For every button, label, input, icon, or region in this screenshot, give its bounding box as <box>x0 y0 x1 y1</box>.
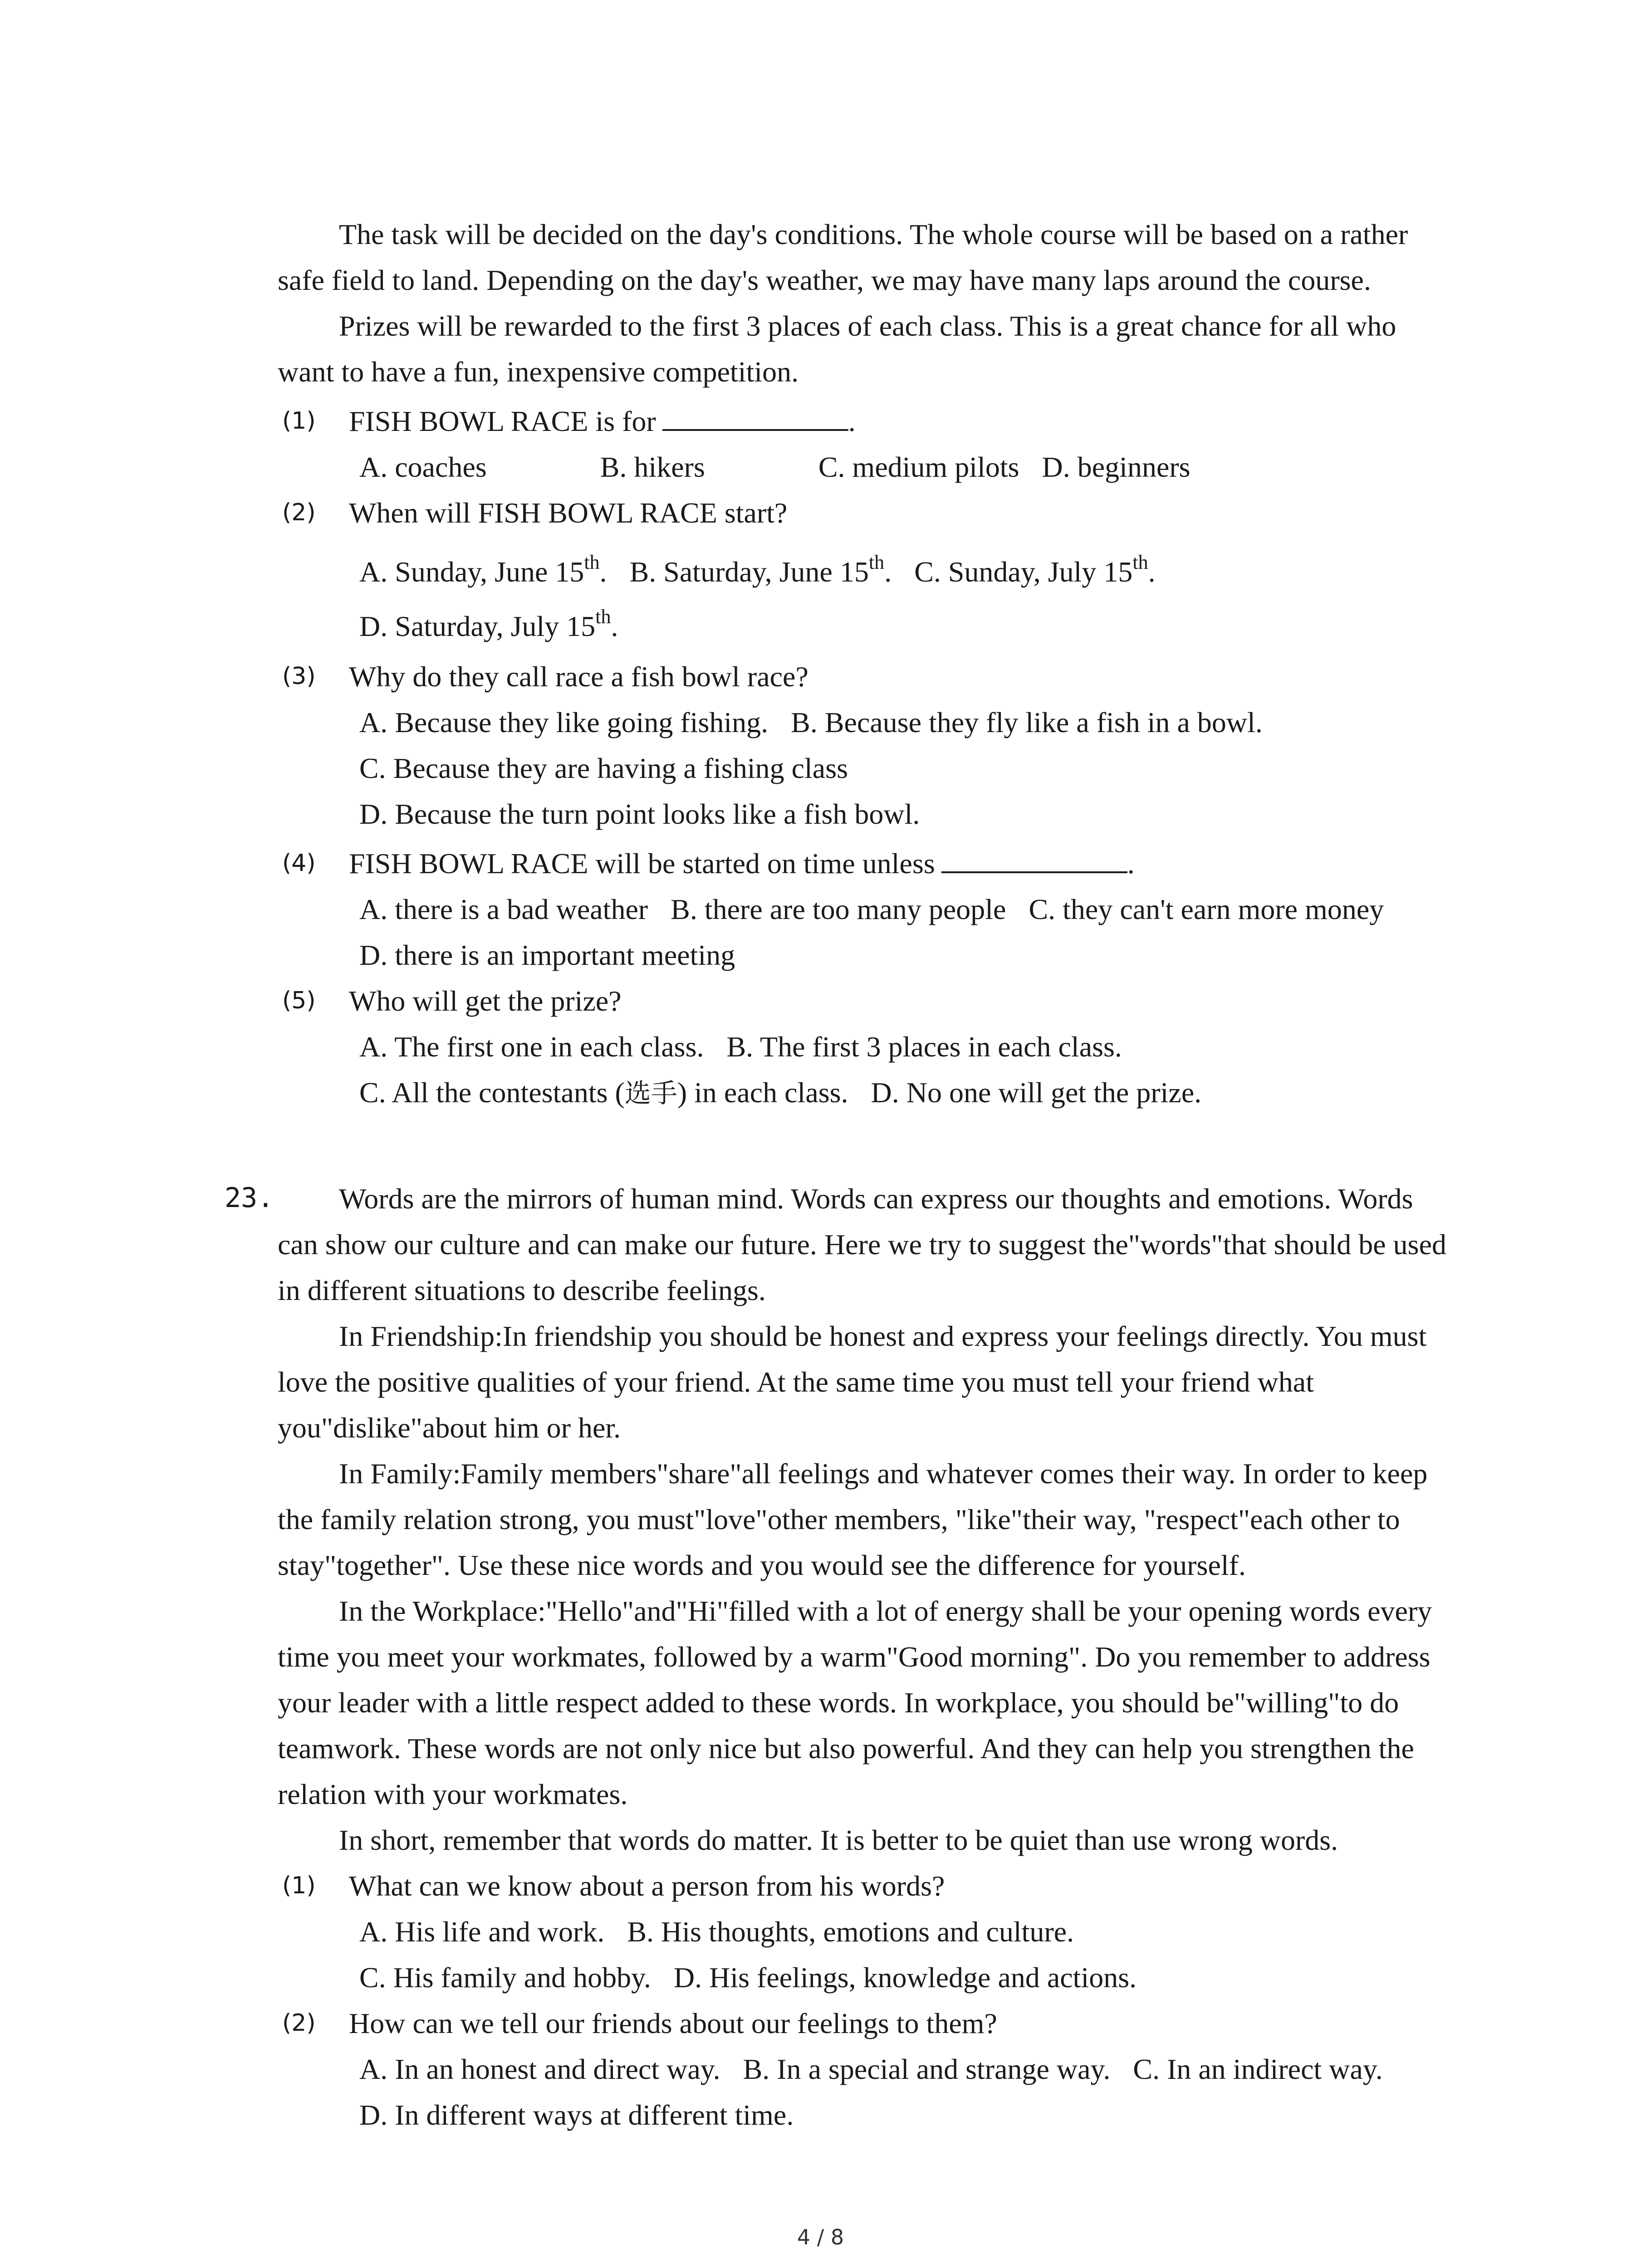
question-stem: When will FISH BOWL RACE start? <box>349 497 788 529</box>
option: A. The first one in each class. <box>359 1031 704 1063</box>
question-number-23: 23. <box>225 1182 274 1214</box>
option-row <box>278 2092 1457 2138</box>
option: A. coaches <box>359 451 487 483</box>
paragraph: In Family:Family members"share"all feelings and whatever comes their way. In order to keep the family relation strong, you must"love"other members, "like"their way, "respect"each other to stay"together". Use these nice words and you would see the difference for yourself. <box>278 1457 1428 1581</box>
paragraph: In short, remember that words do matter. It is better to be quiet than use wrong words. <box>339 1824 1338 1856</box>
option-row <box>278 745 1457 791</box>
option: C. In an indirect way. <box>1133 2053 1383 2085</box>
option: B. In a special and strange way. <box>743 2053 1111 2085</box>
option: D. beginners <box>1042 451 1190 483</box>
option: C. they can't earn more money <box>1029 893 1384 925</box>
question-number: (1) <box>282 407 316 435</box>
option: A. there is a bad weather <box>359 893 648 925</box>
question-stem: FISH BOWL RACE is for <box>349 405 656 437</box>
option: C. medium pilots <box>818 451 1019 483</box>
paragraph: Words are the mirrors of human mind. Words can express our thoughts and emotions. Words can show our culture and can make our future. Here we try to suggest the"words"that should be used in different situations to describe feelings. <box>278 1183 1446 1306</box>
option: D. No one will get the prize. <box>871 1076 1202 1109</box>
question-stem: FISH BOWL RACE will be started on time unless <box>349 847 935 880</box>
option: A. His life and work. <box>359 1916 605 1948</box>
question-3 <box>278 654 1457 699</box>
paragraph: In the Workplace:"Hello"and"Hi"filled with a lot of energy shall be your opening words every time you meet your workmates, followed by a warm"Good morning". Do you remember to address your leader with a little respect added to these words. In workplace, you should be"willing"to do teamwork. These words are not only nice but also powerful. And they can help you strengthen the relation with your workmates. <box>278 1595 1432 1810</box>
option: B. The first 3 places in each class. <box>726 1031 1122 1063</box>
passage-22 <box>278 211 1457 1116</box>
page-number: 4 / 8 <box>797 2225 844 2249</box>
question-4: (4) FISH BOWL RACE will be started on time unless . <box>278 841 1457 886</box>
option: C. Because they are having a fishing class <box>359 752 848 784</box>
question-number: (1) <box>282 1872 316 1899</box>
option: D. In different ways at different time. <box>359 2099 794 2131</box>
option-row <box>278 2046 1457 2092</box>
question-stem: How can we tell our friends about our feelings to them? <box>349 2007 997 2039</box>
option: C. Sunday, July 15th. <box>914 551 1156 588</box>
question-stem: Why do they call race a fish bowl race? <box>349 660 808 693</box>
option: B. hikers <box>600 451 705 483</box>
option: D. Saturday, July 15th. <box>359 606 618 642</box>
option: C. All the contestants (选手) in each class. <box>359 1076 848 1109</box>
option-row <box>278 1909 1457 1955</box>
passage-23 <box>278 1176 1457 2138</box>
paragraph: Prizes will be rewarded to the first 3 places of each class. This is a great chance for all who want to have a fun, inexpensive competition. <box>278 310 1396 388</box>
option: D. His feelings, knowledge and actions. <box>673 1961 1137 1994</box>
option: B. Saturday, June 15th. <box>629 551 892 588</box>
option-row <box>278 1070 1457 1116</box>
option: D. there is an important meeting <box>359 939 735 971</box>
option: A. Because they like going fishing. <box>359 706 769 738</box>
option: D. Because the turn point looks like a fish bowl. <box>359 798 920 830</box>
answer-blank <box>662 402 848 431</box>
option-row <box>278 791 1457 837</box>
question-stem: Who will get the prize? <box>349 985 622 1017</box>
question-number: (5) <box>282 987 316 1014</box>
option: A. In an honest and direct way. <box>359 2053 720 2085</box>
question-2 <box>278 490 1457 536</box>
option-row <box>278 599 1457 654</box>
option-row <box>278 886 1457 932</box>
question-1 <box>278 1863 1457 1909</box>
question-number: (2) <box>282 2009 316 2037</box>
option: A. Sunday, June 15th. <box>359 551 607 588</box>
answer-blank <box>941 844 1127 873</box>
option-row <box>278 545 1457 599</box>
option-row <box>278 1955 1457 2000</box>
question-number: (2) <box>282 499 316 526</box>
option-row <box>278 932 1457 978</box>
option: B. there are too many people <box>671 893 1006 925</box>
option-row <box>278 699 1457 745</box>
question-5 <box>278 978 1457 1024</box>
paragraph: In Friendship:In friendship you should be honest and express your feelings directly. You must love the positive qualities of your friend. At the same time you must tell your friend what you"dislike"about him or her. <box>278 1320 1427 1444</box>
question-number: (3) <box>282 663 316 690</box>
question-stem: What can we know about a person from his words? <box>349 1870 945 1902</box>
question-2 <box>278 2000 1457 2046</box>
option: B. His thoughts, emotions and culture. <box>627 1916 1074 1948</box>
option-row <box>278 1024 1457 1070</box>
question-number: (4) <box>282 850 316 877</box>
option: B. Because they fly like a fish in a bowl. <box>791 706 1263 738</box>
option: C. His family and hobby. <box>359 1961 651 1994</box>
option-row <box>278 444 1457 490</box>
question-1: (1) FISH BOWL RACE is for . <box>278 398 1457 444</box>
paragraph: The task will be decided on the day's conditions. The whole course will be based on a rather safe field to land. Depending on the day's weather, we may have many laps around the course. <box>278 218 1408 296</box>
